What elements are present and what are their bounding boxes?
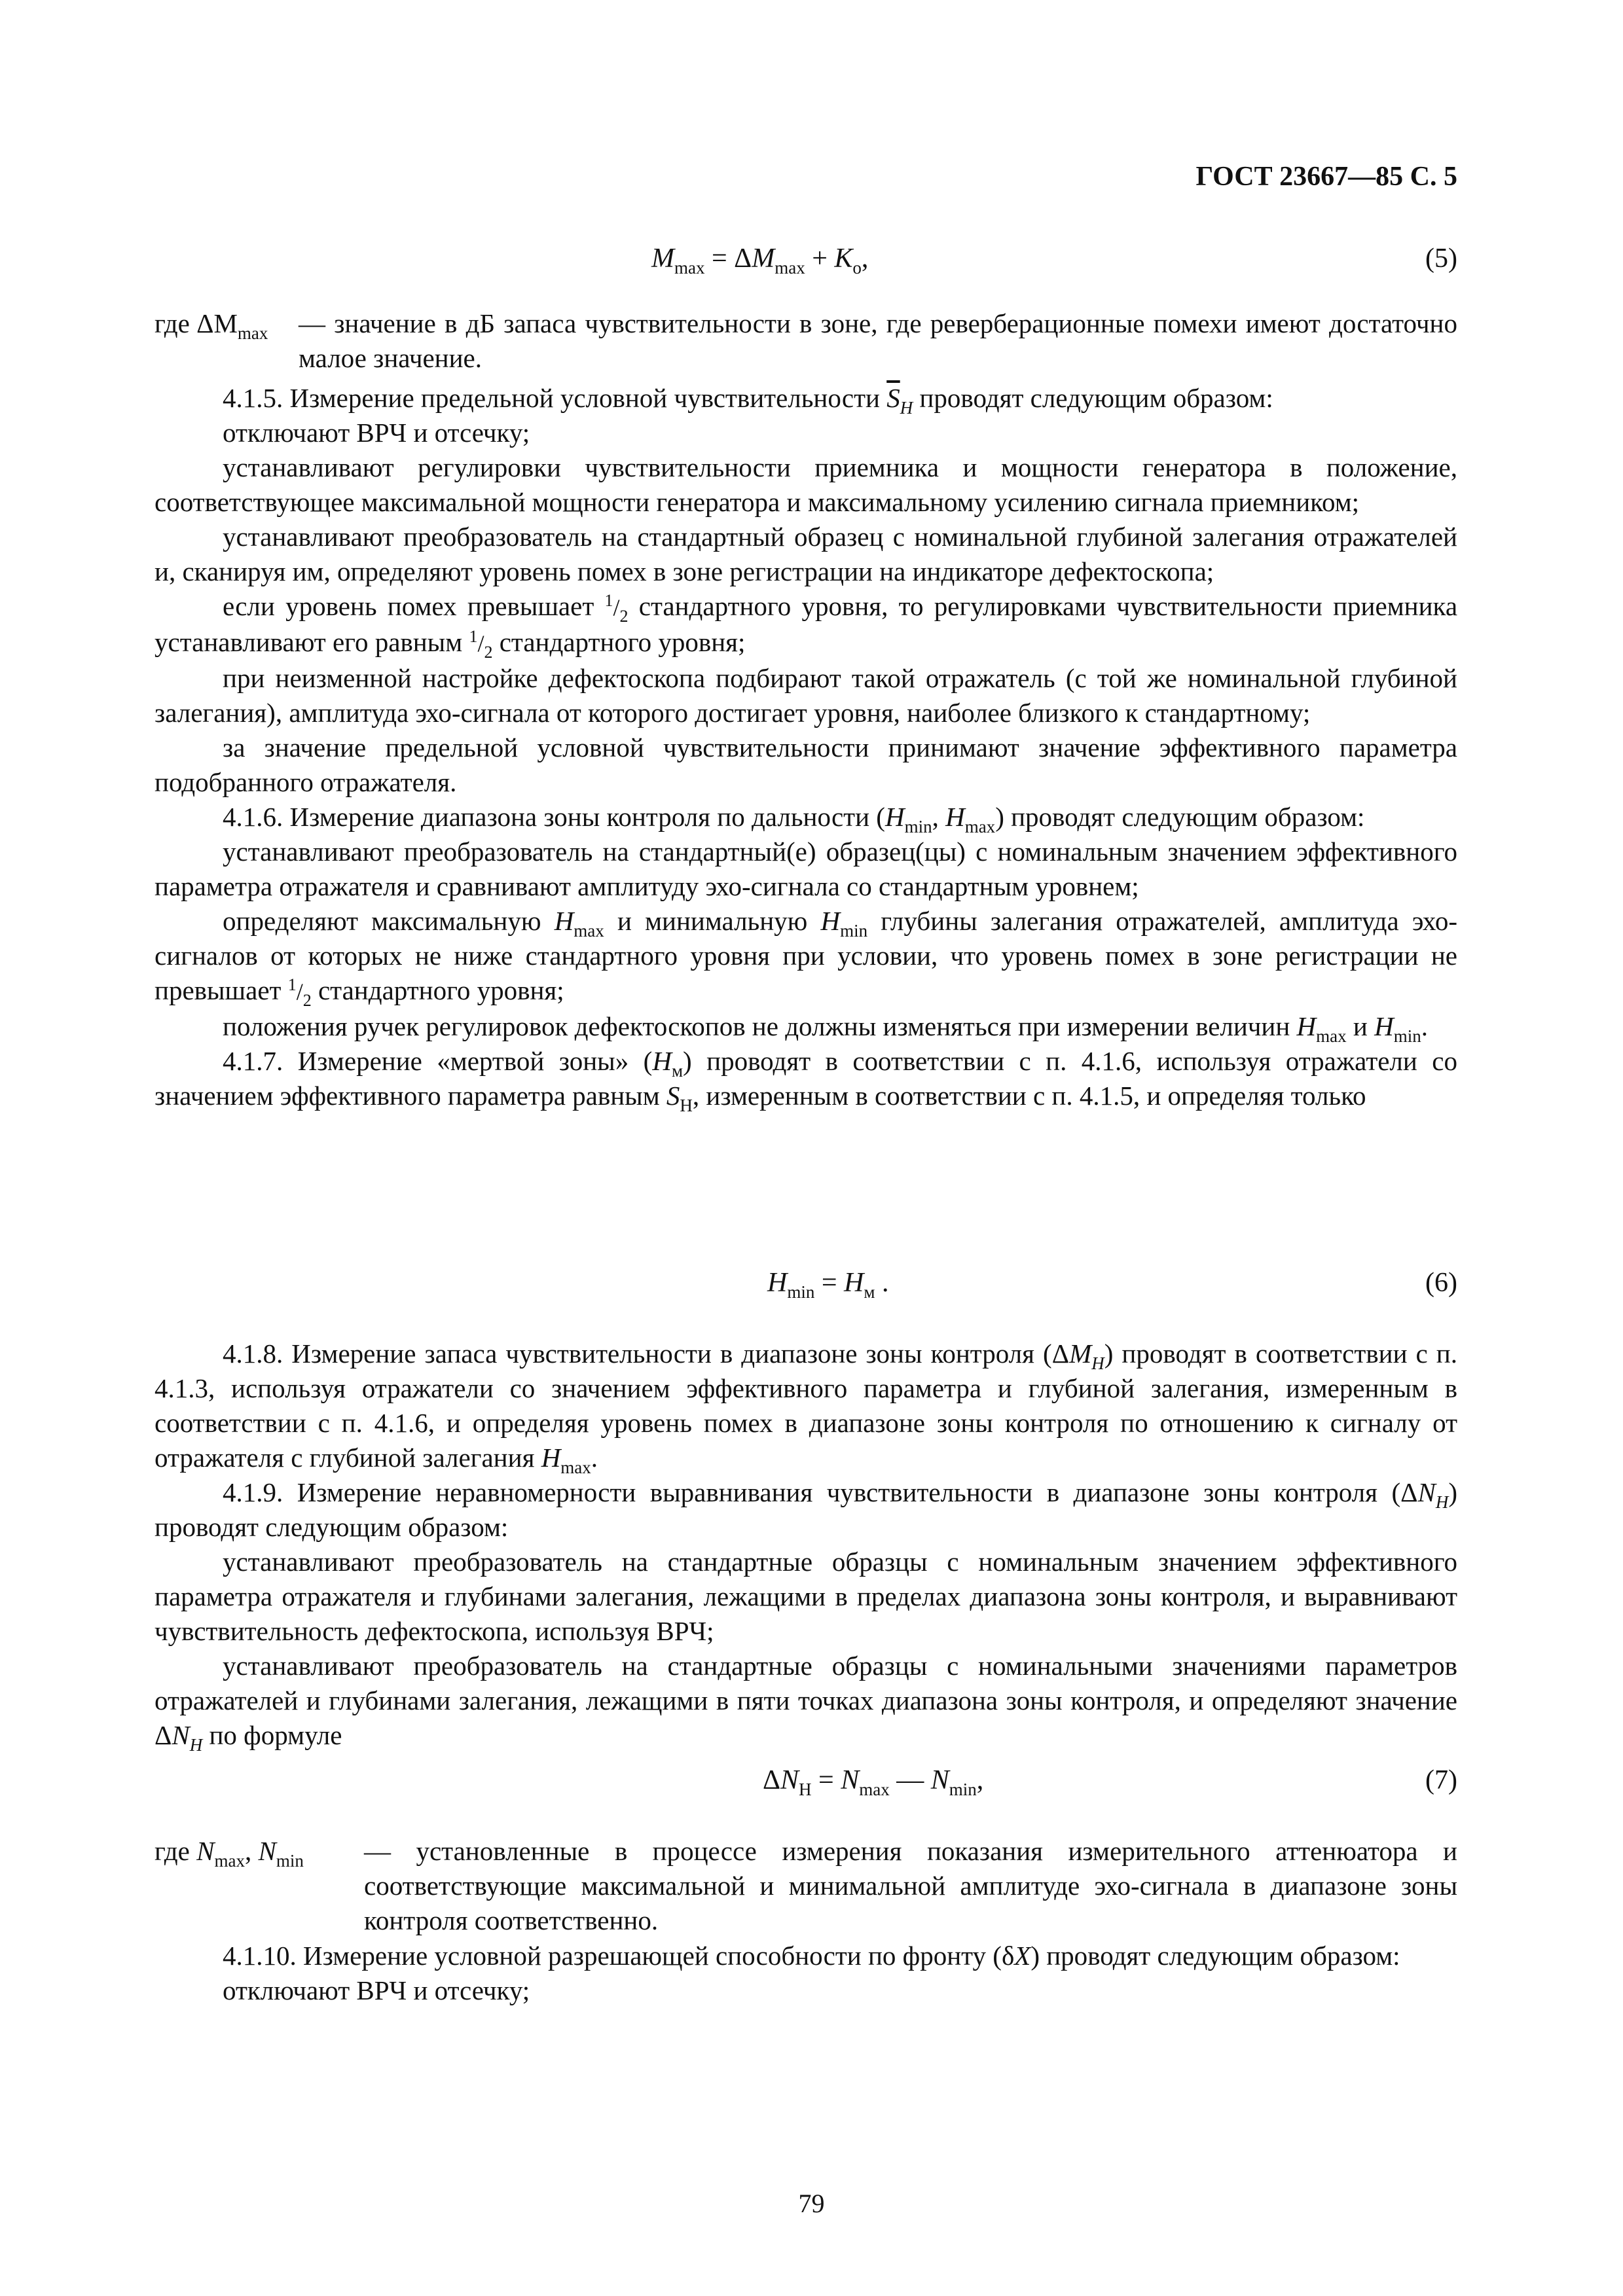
section-4-1-10: 4.1.10. Измерение условной разрешающей способности по фронту (δX) проводят следующим образом: отключают ВРЧ и отсечку; [155, 1939, 1457, 2008]
page-number: 79 [798, 2189, 825, 2218]
formula-7: $\Delta N_H = N_{max}$ — $N_{min}$, [763, 1765, 984, 1799]
equation-number-6: (6) [1425, 1268, 1457, 1298]
equation-number-7: (7) [1425, 1765, 1457, 1795]
list-item: определяют максимальную $H_{max}$ и минимальную $H_{min}$ глубины залегания отражателей, амплитуда эхо-сигналов от которых не ниже стандартного уровня при условии, что уровень помех в зоне регистрации не превышает $^1/_2$ стандартного уровня; [155, 906, 1458, 1010]
formula-5: $M_{max} = \Delta M_{max} + K_o$, [651, 243, 869, 278]
list-item: устанавливают преобразователь на стандартный(е) образец(цы) с номинальным значением эффективного параметра отражателя и сравнивают амплитуду эхо-сигнала со стандартным уровнем; [155, 836, 1457, 901]
list-item: устанавливают преобразователь на стандартный образец с номинальной глубиной залегания отражателей и, сканируя им, определяют уровень помех в зоне регистрации на индикаторе дефектоскопа; [155, 522, 1457, 586]
formula-6: $H_{min} = H_м$ . [767, 1268, 889, 1302]
equation-number-5: (5) [1425, 243, 1457, 274]
section-4-1-8: 4.1.8. Измерение запаса чувствительности в диапазоне зоны контроля $(\Delta M_H)$ проводят в соответствии с п. 4.1.3, используя отражатели со значением эффективного параметра и глубиной залегания, измеренным в соответствии с п. 4.1.6, и определяя уровень помех в диапазоне зоны контроля по отношению к сигналу от отражателя с глубиной залегания $H_{max}$. [155, 1338, 1457, 1477]
formula-5-legend: где $\Delta M_{max}$ — значение в дБ запаса чувствительности в зоне, где реверберационные помехи имеют достаточно малое значение. [155, 308, 1457, 373]
section-4-1-8-to-4-1-9 [155, 1336, 1457, 1753]
section-4-1-7: 4.1.7. Измерение «мертвой зоны» $(H_м)$ проводят в соответствии с п. 4.1.6, используя отражатели со значением эффективного параметра равным $S_H$, измеренным в соответствии с п. 4.1.5, и определяя только [155, 1046, 1457, 1115]
list-item: устанавливают регулировки чувствительности приемника и мощности генератора в положение, соответствующее максимальной мощности генератора и максимальному усилению сигнала приемником; [155, 452, 1457, 517]
section-4-1-5: 4.1.5. Измерение предельной условной чувствительности $\overline{S}_H$ проводят следующим образом: отключают ВРЧ и отсечку; устанавливают регулировки чувствительности приемника и мощности генератора в положение, соответствующее максимальной мощности генератора и максимальному усилению сигнала приемником; устанавливают преобразователь на стандартный образец с номинальной глубиной залегания отражателей и, сканируя им, определяют уровень помех в зоне регистрации на индикаторе дефектоскопа; если уровень помех превышает $^1/_2$ стандартного уровня, то регулировками чувствительности приемника устанавливают его равным $^1/_2$ стандартного уровня; при неизменной настройке дефектоскопа подбирают такой отражатель (с той же номинальной глубиной залегания), амплитуда эхо-сигнала от которого достигает уровня, наиболее близкого к стандартному; за значение предельной условной чувствительности принимают значение эффективного параметра подобранного отражателя. 4.1.6. Измерение диапазона зоны контроля по дальности ($H_{min}$, $H_{max}$) проводят следующим образом: устанавливают преобразователь на стандартный(е) образец(цы) с номинальным значением эффективного параметра отражателя и сравнивают амплитуду эхо-сигнала со стандартным уровнем; определяют максимальную $H_{max}$ и минимальную $H_{min}$ глубины залегания отражателей, амплитуда эхо-сигналов от которых не ниже стандартного уровня при условии, что уровень помех в зоне регистрации не превышает $^1/_2$ стандартного уровня; положения ручек регулировок дефектоскопов не должны изменяться при измерении величин $H_{max}$ и $H_{min}$. 4.1.7. Измерение «мертвой зоны» $(H_м)$ проводят в соответствии с п. 4.1.6, используя отражатели со значением эффективного параметра равным $S_H$, измеренным в соответствии с п. 4.1.5, и определяя только [155, 383, 1458, 1115]
section-4-1-9: 4.1.9. Измерение неравномерности выравнивания чувствительности в диапазоне зоны контроля $(\Delta N_H)$ проводят следующим образом: [155, 1477, 1457, 1542]
list-item: отключают ВРЧ и отсечку; [223, 1975, 530, 2005]
list-item: устанавливают преобразователь на стандартные образцы с номинальными значениями параметров отражателей и глубинами залегания, лежащими в пяти точках диапазона зоны контроля, и определяют значение $\Delta N_H$ по формуле [155, 1651, 1457, 1755]
formula-7-legend: где $N_{max}$, $N_{min}$ — установленные в процессе измерения показания измерительного аттенюатора и соответствующие максимальной и минимальной амплитуде эхо-сигнала в диапазоне зоны контроля соответственно. [155, 1836, 1457, 1935]
list-item: отключают ВРЧ и отсечку; [223, 418, 530, 448]
list-item: при неизменной настройке дефектоскопа подбирают такой отражатель (с той же номинальной глубиной залегания), амплитуда эхо-сигнала от которого достигает уровня, наиболее близкого к стандартному; [155, 663, 1457, 728]
list-item: за значение предельной условной чувствительности принимают значение эффективного параметра подобранного отражателя. [155, 732, 1457, 797]
list-item: если уровень помех превышает $^1/_2$ стандартного уровня, то регулировками чувствительности приемника устанавливают его равным $^1/_2$ стандартного уровня; [155, 591, 1458, 662]
section-4-1-6-intro: 4.1.6. Измерение диапазона зоны контроля по дальности ($H_{min}$, $H_{max}$) проводят следующим образом: [223, 802, 1365, 836]
document-header: ГОСТ 23667—85 С. 5 [1195, 162, 1457, 192]
list-item: устанавливают преобразователь на стандартные образцы с номинальным значением эффективного параметра отражателя и глубинами залегания, лежащими в пределах диапазона зоны контроля, и выравнивают чувствительность дефектоскопа, используя ВРЧ; [155, 1547, 1457, 1646]
list-item: положения ручек регулировок дефектоскопов не должны изменяться при измерении величин $H_{max}$ и $H_{min}$. [223, 1011, 1428, 1046]
